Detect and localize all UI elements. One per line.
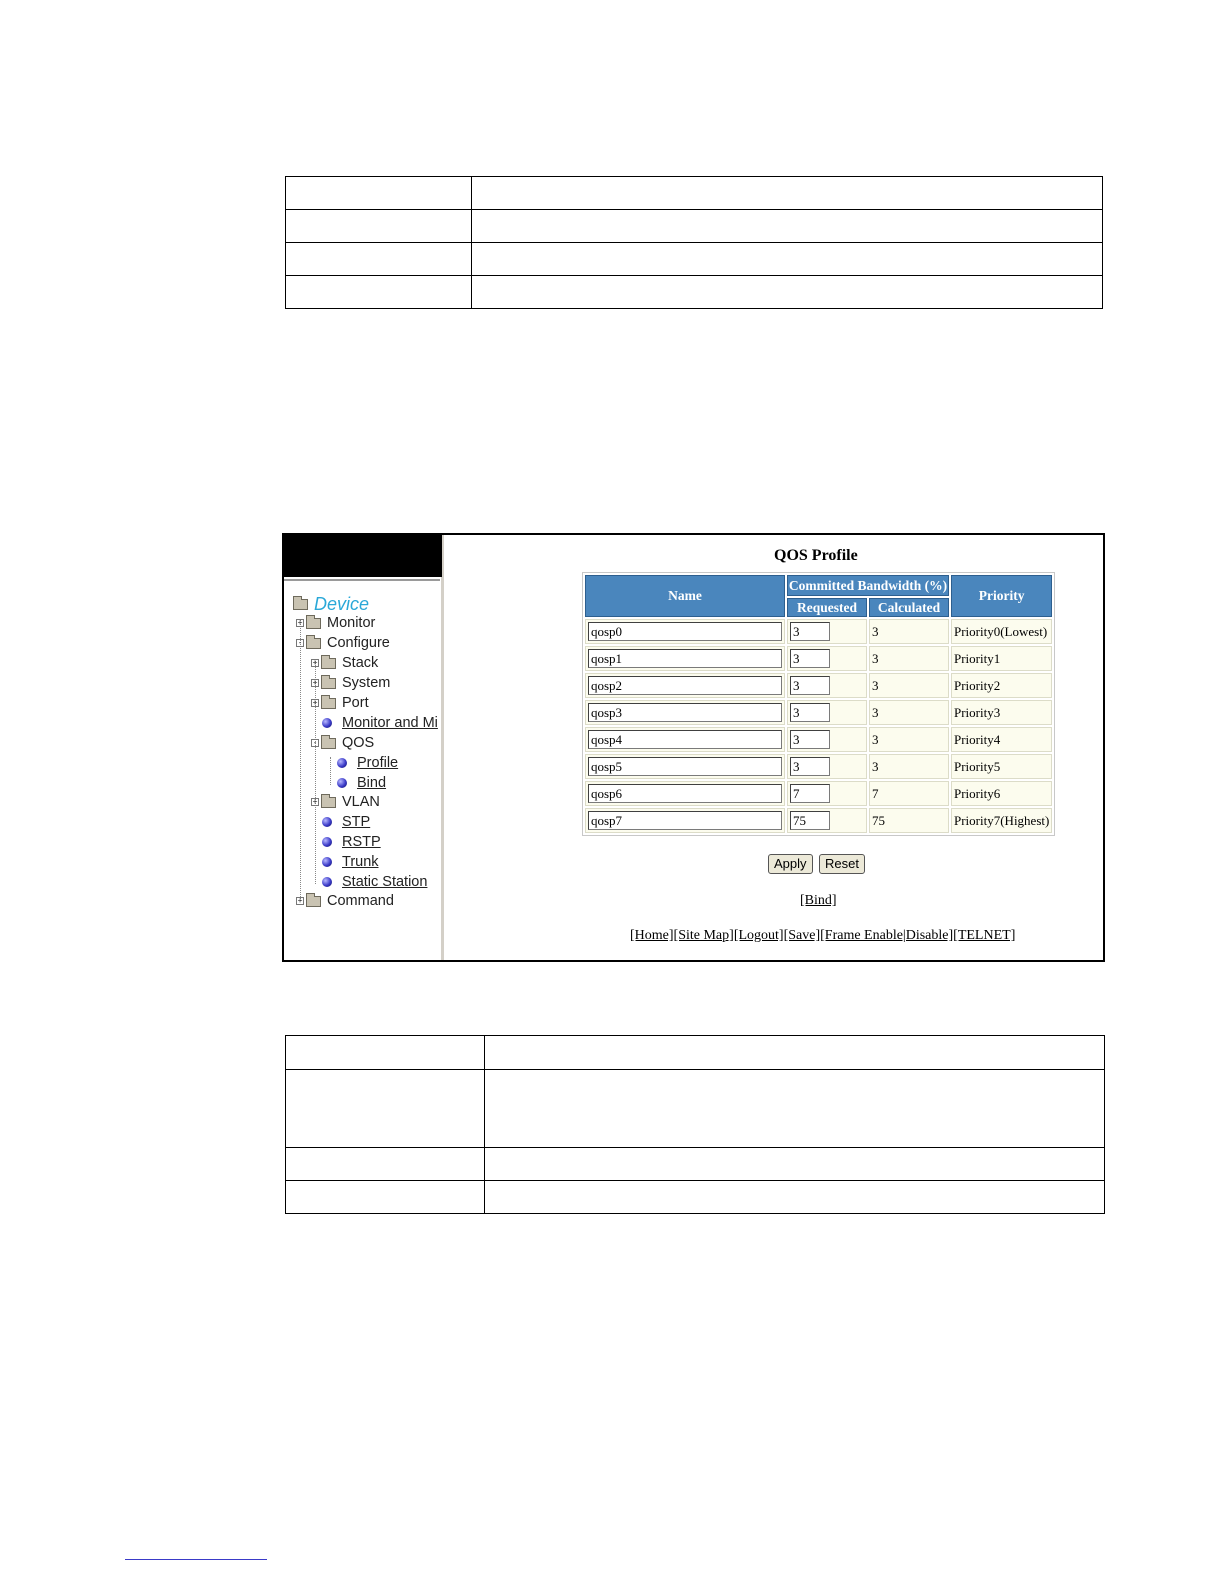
bind-link[interactable]: [Bind] (800, 893, 837, 908)
expand-icon[interactable]: + (297, 896, 303, 905)
table-row (585, 619, 1052, 644)
column-header-requested: Requested (787, 598, 867, 617)
footnote-rule (125, 1559, 267, 1560)
table-row (286, 1036, 1105, 1070)
site-map-link[interactable]: [Site Map] (673, 928, 734, 943)
bullet-icon (322, 718, 332, 728)
priority-value: Priority1 (951, 646, 1052, 671)
table-row (286, 210, 1103, 243)
page-title: QOS Profile (774, 547, 858, 564)
expand-icon[interactable]: + (297, 618, 303, 627)
apply-button[interactable]: Apply (768, 854, 813, 874)
table-row (286, 276, 1103, 309)
expand-icon[interactable]: + (312, 797, 318, 806)
expand-icon[interactable]: + (312, 678, 318, 687)
table-row (286, 1070, 1105, 1148)
table-row (585, 781, 1052, 806)
table-row (286, 1148, 1105, 1181)
calculated-value: 3 (869, 646, 949, 671)
tree-item-monitor[interactable]: + Monitor (297, 615, 376, 631)
table-row (585, 646, 1052, 671)
calculated-value: 7 (869, 781, 949, 806)
column-header-priority: Priority (951, 575, 1052, 617)
tree-item-command[interactable]: + Command (297, 893, 394, 909)
tree-item-trunk[interactable]: Trunk (322, 853, 379, 871)
priority-value: Priority7(Highest) (951, 808, 1052, 833)
requested-bandwidth-input[interactable] (790, 622, 830, 641)
tree-item-vlan[interactable]: + VLAN (312, 794, 380, 810)
tree-item-system[interactable]: + System (312, 675, 391, 691)
profile-name-input[interactable] (588, 676, 782, 695)
reset-button[interactable]: Reset (819, 854, 865, 874)
calculated-value: 3 (869, 700, 949, 725)
bullet-icon (322, 877, 332, 887)
priority-value: Priority5 (951, 754, 1052, 779)
footer-links (630, 928, 1015, 944)
expand-icon[interactable]: + (312, 658, 318, 667)
bullet-icon (322, 817, 332, 827)
folder-icon (306, 618, 321, 629)
table-row (286, 243, 1103, 276)
table-row (585, 727, 1052, 752)
tree-item-port[interactable]: + Port (312, 695, 369, 711)
telnet-link[interactable]: [TELNET] (953, 928, 1016, 943)
navigation-tree (284, 535, 444, 960)
profile-name-input[interactable] (588, 622, 782, 641)
qos-profile-table (582, 572, 1055, 836)
priority-value: Priority6 (951, 781, 1052, 806)
priority-value: Priority3 (951, 700, 1052, 725)
priority-value: Priority2 (951, 673, 1052, 698)
top-table (285, 176, 1103, 309)
requested-bandwidth-input[interactable] (790, 676, 830, 695)
folder-icon (321, 658, 336, 669)
profile-name-input[interactable] (588, 703, 782, 722)
calculated-value: 3 (869, 619, 949, 644)
save-link[interactable]: [Save] (783, 928, 821, 943)
requested-bandwidth-input[interactable] (790, 757, 830, 776)
folder-icon (321, 698, 336, 709)
qos-profile-screenshot (282, 533, 1105, 962)
collapse-icon[interactable]: - (312, 738, 318, 747)
table-row (286, 1181, 1105, 1214)
column-header-calculated: Calculated (869, 598, 949, 617)
bullet-icon (337, 778, 347, 788)
folder-open-icon (306, 638, 321, 649)
logout-link[interactable]: [Logout] (733, 928, 784, 943)
bottom-table (285, 1035, 1105, 1214)
frame-toggle-link[interactable]: [Frame Enable|Disable] (820, 928, 954, 943)
requested-bandwidth-input[interactable] (790, 784, 830, 803)
priority-value: Priority4 (951, 727, 1052, 752)
tree-item-stp[interactable]: STP (322, 813, 370, 831)
priority-value: Priority0(Lowest) (951, 619, 1052, 644)
tree-item-profile[interactable]: Profile (337, 754, 398, 772)
table-row (585, 673, 1052, 698)
profile-name-input[interactable] (588, 649, 782, 668)
profile-name-input[interactable] (588, 811, 782, 830)
bullet-icon (322, 837, 332, 847)
requested-bandwidth-input[interactable] (790, 811, 830, 830)
tree-item-monitor-mirror[interactable]: Monitor and Mi (322, 714, 438, 732)
profile-name-input[interactable] (588, 784, 782, 803)
nav-header-bar (284, 535, 442, 577)
tree-item-qos[interactable]: - QOS (312, 735, 375, 751)
profile-name-input[interactable] (588, 730, 782, 749)
bullet-icon (337, 758, 347, 768)
table-row (585, 700, 1052, 725)
bullet-icon (322, 857, 332, 867)
tree-item-bind[interactable]: Bind (337, 774, 386, 792)
calculated-value: 75 (869, 808, 949, 833)
folder-icon (306, 896, 321, 907)
tree-item-static-station[interactable]: Static Station (322, 873, 427, 891)
calculated-value: 3 (869, 673, 949, 698)
device-label: Device (314, 594, 370, 614)
folder-icon (321, 678, 336, 689)
tree-item-rstp[interactable]: RSTP (322, 833, 381, 851)
column-header-committed: Committed Bandwidth (%) (787, 575, 949, 596)
table-row (585, 808, 1052, 833)
tree-item-configure[interactable]: - Configure (297, 635, 390, 651)
table-row (286, 177, 1103, 210)
table-row (585, 754, 1052, 779)
requested-bandwidth-input[interactable] (790, 730, 830, 749)
calculated-value: 3 (869, 727, 949, 752)
folder-open-icon (321, 738, 336, 749)
collapse-icon[interactable]: - (297, 638, 303, 647)
requested-bandwidth-input[interactable] (790, 649, 830, 668)
tree-root-device[interactable] (293, 595, 369, 613)
expand-icon[interactable]: + (312, 698, 318, 707)
tree-item-stack[interactable]: + Stack (312, 655, 379, 671)
calculated-value: 3 (869, 754, 949, 779)
column-header-name: Name (585, 575, 785, 617)
profile-name-input[interactable] (588, 757, 782, 776)
folder-icon (293, 599, 308, 610)
home-link[interactable]: [Home] (630, 928, 674, 943)
folder-icon (321, 797, 336, 808)
requested-bandwidth-input[interactable] (790, 703, 830, 722)
